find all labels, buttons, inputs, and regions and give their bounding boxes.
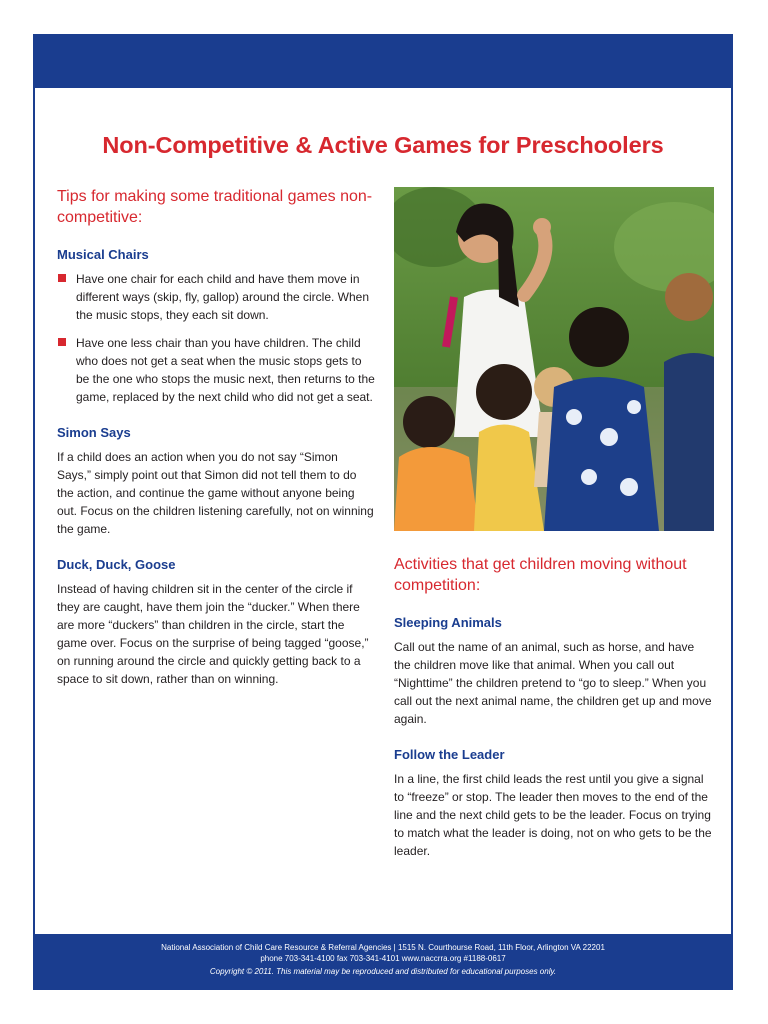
musical-chairs-bullet-1 [57, 270, 375, 324]
bullet-text: Have one chair for each child and have them move in different ways (skip, fly, gallop) around the circle. When the music stops, they each sit down. [76, 272, 370, 322]
right-column [394, 554, 712, 878]
duck-duck-goose-heading: Duck, Duck, Goose [57, 557, 176, 572]
musical-chairs-heading: Musical Chairs [57, 247, 149, 262]
duck-duck-goose-text: Instead of having children sit in the center of the circle if they are caught, have them join the “ducker.” When there are more “duckers” than children in the circle, start the game over. Focus on the surprise of being tagged “goose,” on running around the circle and quickly getting back to a space to sit down, rather than on winning. [57, 582, 369, 686]
simon-says-text: If a child does an action when you do not say “Simon Says,” simply point out that Simon did not tell them to do the action, and continue the game without anyone being out. Focus on the children listening carefully, not on winning the game. [57, 450, 374, 536]
sleeping-animals-heading: Sleeping Animals [394, 615, 502, 630]
section-heading-activities: Activities that get children moving without competition: [394, 556, 687, 594]
bullet-square-icon [58, 274, 66, 282]
footer-copyright: Copyright © 2011. This material may be reproduced and distributed for educational purposes only. [209, 967, 557, 976]
left-column [57, 186, 375, 706]
footer-band [35, 934, 731, 990]
photo-illustration [394, 187, 714, 531]
section-heading-tips: Tips for making some traditional games non-competitive: [57, 188, 373, 226]
sleeping-animals-text: Call out the name of an animal, such as horse, and have the children move like that animal. When you call out “Nighttime” the children pretend to “go to sleep.” When you call out the next animal name, the children get up and move again. [394, 640, 712, 726]
children-playing-photo [394, 187, 714, 531]
follow-the-leader-heading: Follow the Leader [394, 747, 505, 762]
page-title: Non-Competitive & Active Games for Preschoolers [102, 132, 664, 158]
document-page [33, 34, 733, 990]
header-band [35, 34, 731, 88]
footer-address: National Association of Child Care Resource & Referral Agencies | 1515 N. Courthourse Road, 11th Floor, Arlington VA 22201 [161, 943, 605, 952]
bullet-square-icon [58, 338, 66, 346]
footer-contact: phone 703-341-4100 fax 703-341-4101 www.naccrra.org #1188-0617 [260, 954, 506, 963]
bullet-text: Have one less chair than you have children. The child who does not get a seat when the music stops gets to be the one who stops the music next, then returns to the game, replaced by the next child who did not get a seat. [76, 336, 375, 404]
follow-the-leader-text: In a line, the first child leads the rest until you give a signal to “freeze” or stop. The leader then moves to the end of the line and the next child gets to be the leader. Focus on trying to match what the leader is doing, not on who gets to be the leader. [394, 772, 712, 858]
simon-says-heading: Simon Says [57, 425, 131, 440]
musical-chairs-bullet-2 [57, 334, 375, 406]
